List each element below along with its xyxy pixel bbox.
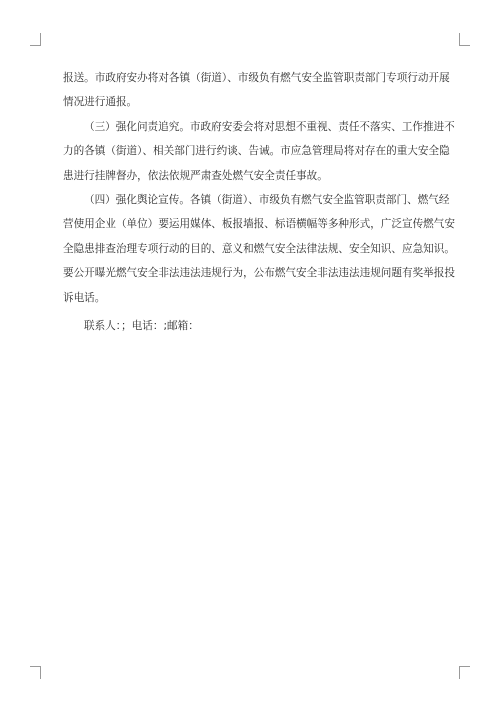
text-line: 情况进行通报。 [63, 96, 138, 109]
text-line: 报送。市政府安办将对各镇（街道）、市级负有燃气安全监管职责部门专项行动开展 [63, 72, 450, 84]
text-line: 诉电话。 [63, 291, 106, 304]
text-line: 力的各镇（街道）、相关部门进行约谈、告诫。市应急管理局将对存在的重大安全隐 [63, 145, 450, 158]
text-line: 要公开曝光燃气安全非法违法违规行为，公布燃气安全非法违法违规问题有奖举报投 [63, 267, 455, 280]
text-line: 营使用企业（单位）要运用媒体、板报墙报、标语横幅等多种形式，广泛宣传燃气安 [63, 218, 455, 231]
section-heading-line: （三）强化问责追究。市政府安委会将对思想不重视、责任不落实、工作推进不 [84, 120, 455, 133]
text-line: 全隐患排查治理专项行动的目的、意义和燃气安全法律法规、安全知识、应急知识。 [63, 242, 455, 255]
contact-info: 联系人：；电话：;邮箱： [84, 319, 199, 332]
crop-mark-bottom-right [459, 666, 470, 679]
crop-mark-bottom-left [30, 666, 41, 679]
text-line: 患进行挂牌督办，依法依规严肃查处燃气安全责任事故。 [63, 169, 328, 182]
crop-mark-top-left [30, 33, 41, 46]
section-heading-line: （四）强化舆论宣传。各镇（街道）、市级负有燃气安全监管职责部门、燃气经 [84, 193, 450, 206]
crop-mark-top-right [459, 33, 470, 46]
document-body [63, 66, 455, 338]
